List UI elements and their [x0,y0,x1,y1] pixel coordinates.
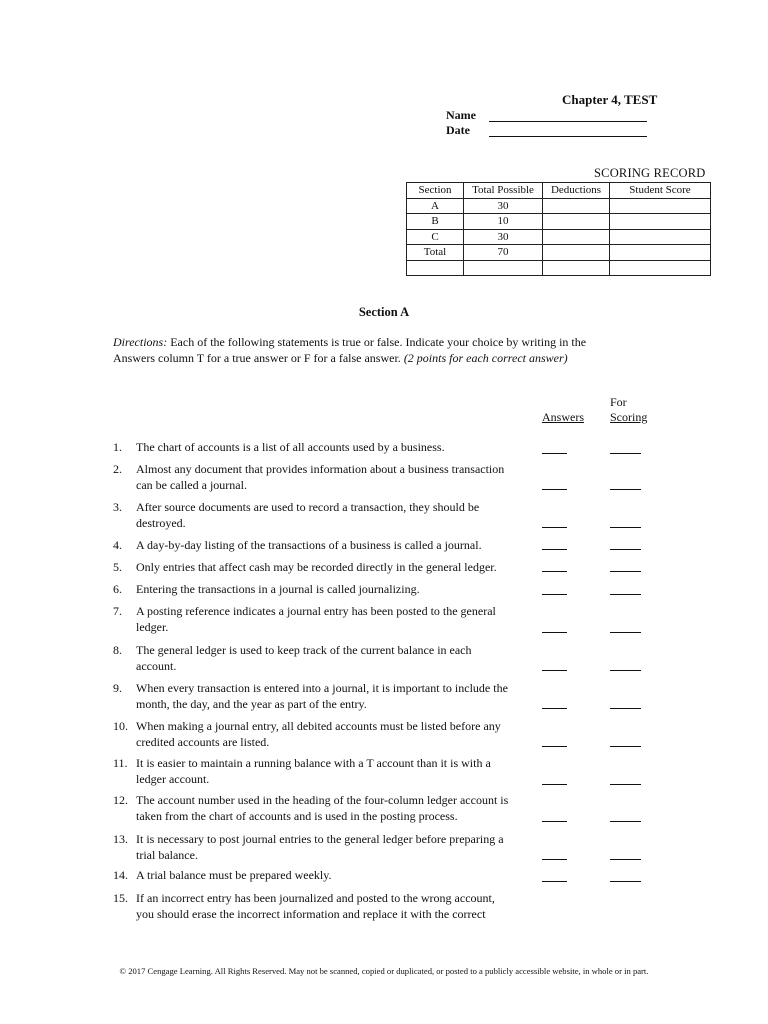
question-text: It is easier to maintain a running balance with a T account than it is with a ledger account. [136,756,491,786]
scoring-blank[interactable] [610,746,641,747]
answer-blank[interactable] [542,549,567,550]
question-number: 3. [113,500,122,514]
total-possible-cell: 70 [464,245,543,261]
col-deductions: Deductions [543,183,610,199]
student-score-cell[interactable] [610,214,711,230]
deductions-cell[interactable] [543,245,610,261]
scoring-blank[interactable] [610,571,641,572]
scoring-blank[interactable] [610,549,641,550]
scoring-column-header: Scoring [610,410,648,424]
question-text: If an incorrect entry has been journalized and posted to the wrong account, you should erase the incorrect information and replace it with the correct [136,891,495,921]
answer-blank[interactable] [542,489,567,490]
question-text: The general ledger is used to keep track of the current balance in each account. [136,643,472,673]
question-text: After source documents are used to record a transaction, they should be destroyed. [136,500,480,530]
scoring-record-table [406,182,711,276]
section-title: Section A [358,305,410,319]
section-cell: B [407,214,464,230]
scoring-blank[interactable] [610,784,641,785]
copyright-footer: © 2017 Cengage Learning. All Rights Reserved. May not be scanned, copied or duplicated, or posted to a publicly accessible website, in whole or in part. [119,966,649,976]
col-student-score: Student Score [610,183,711,199]
question-number: 11. [113,756,128,770]
question-number: 2. [113,462,122,476]
col-total-possible: Total Possible [464,183,543,199]
answer-blank[interactable] [542,881,567,882]
answers-column-header: Answers [542,410,584,424]
question-number: 4. [113,538,122,552]
scoring-blank[interactable] [610,881,641,882]
scoring-blank[interactable] [610,453,641,454]
answer-blank[interactable] [542,859,567,860]
question-text: A day-by-day listing of the transactions of a business is called a journal. [136,538,482,552]
scoring-blank[interactable] [610,594,641,595]
question-number: 5. [113,560,122,574]
col-section: Section [407,183,464,199]
question-text: When making a journal entry, all debited accounts must be listed before any credited accounts are listed. [136,719,501,749]
scoring-blank[interactable] [610,632,641,633]
answer-blank[interactable] [542,527,567,528]
question-text: When every transaction is entered into a journal, it is important to include the month, the day, and the year as part of the entry. [136,681,508,711]
student-score-cell[interactable] [610,229,711,245]
name-field[interactable] [489,121,647,122]
scoring-record-title: SCORING RECORD [594,166,706,180]
scoring-header-row [407,183,711,199]
scoring-blank[interactable] [610,821,641,822]
table-row [407,260,711,276]
question-number: 9. [113,681,122,695]
question-number: 12. [113,793,128,807]
question-number: 13. [113,832,128,846]
scoring-blank[interactable] [610,489,641,490]
answer-blank[interactable] [542,784,567,785]
question-text: Entering the transactions in a journal is called journalizing. [136,582,420,596]
student-score-cell[interactable] [610,245,711,261]
deductions-cell[interactable] [543,229,610,245]
section-cell: C [407,229,464,245]
answer-blank[interactable] [542,632,567,633]
total-possible-cell: 30 [464,198,543,214]
directions-label: Directions: [113,335,168,349]
answer-blank[interactable] [542,708,567,709]
question-number: 14. [113,868,128,882]
section-cell: A [407,198,464,214]
question-text: A posting reference indicates a journal entry has been posted to the general ledger. [136,604,496,634]
deductions-cell[interactable] [543,260,610,276]
question-number: 15. [113,891,128,905]
date-label: Date [446,123,470,137]
question-text: Almost any document that provides information about a business transaction can be called a journal. [136,462,505,492]
student-score-cell[interactable] [610,198,711,214]
name-label: Name [446,108,476,122]
deductions-cell[interactable] [543,198,610,214]
scoring-blank[interactable] [610,708,641,709]
question-number: 10. [113,719,128,733]
question-number: 6. [113,582,122,596]
table-row [407,214,711,230]
question-number: 1. [113,440,122,454]
answer-blank[interactable] [542,571,567,572]
section-cell: Total [407,245,464,261]
answer-blank[interactable] [542,746,567,747]
question-text: The account number used in the heading of the four-column ledger account is taken from the chart of accounts and is used in the posting process. [136,793,509,823]
table-row [407,245,711,261]
answer-blank[interactable] [542,594,567,595]
date-field[interactable] [489,136,647,137]
question-text: The chart of accounts is a list of all accounts used by a business. [136,440,445,454]
directions [113,334,623,366]
total-possible-cell [464,260,543,276]
answer-blank[interactable] [542,453,567,454]
table-row [407,198,711,214]
directions-points: (2 points for each correct answer) [403,351,568,365]
table-row [407,229,711,245]
scoring-blank[interactable] [610,527,641,528]
student-score-cell[interactable] [610,260,711,276]
total-possible-cell: 30 [464,229,543,245]
directions-text: Each of the following statements is true or false. Indicate your choice by writing in the Answers column T for a true answer or F for a false answer. [113,335,587,365]
scoring-blank[interactable] [610,859,641,860]
answer-blank[interactable] [542,670,567,671]
deductions-cell[interactable] [543,214,610,230]
question-text: It is necessary to post journal entries to the general ledger before preparing a trial balance. [136,832,504,862]
answer-blank[interactable] [542,821,567,822]
section-cell [407,260,464,276]
question-text: Only entries that affect cash may be recorded directly in the general ledger. [136,560,497,574]
question-number: 8. [113,643,122,657]
total-possible-cell: 10 [464,214,543,230]
page-title: Chapter 4, TEST [562,92,658,107]
scoring-blank[interactable] [610,670,641,671]
for-label: For [610,395,627,409]
question-number: 7. [113,604,122,618]
question-text: A trial balance must be prepared weekly. [136,868,332,882]
